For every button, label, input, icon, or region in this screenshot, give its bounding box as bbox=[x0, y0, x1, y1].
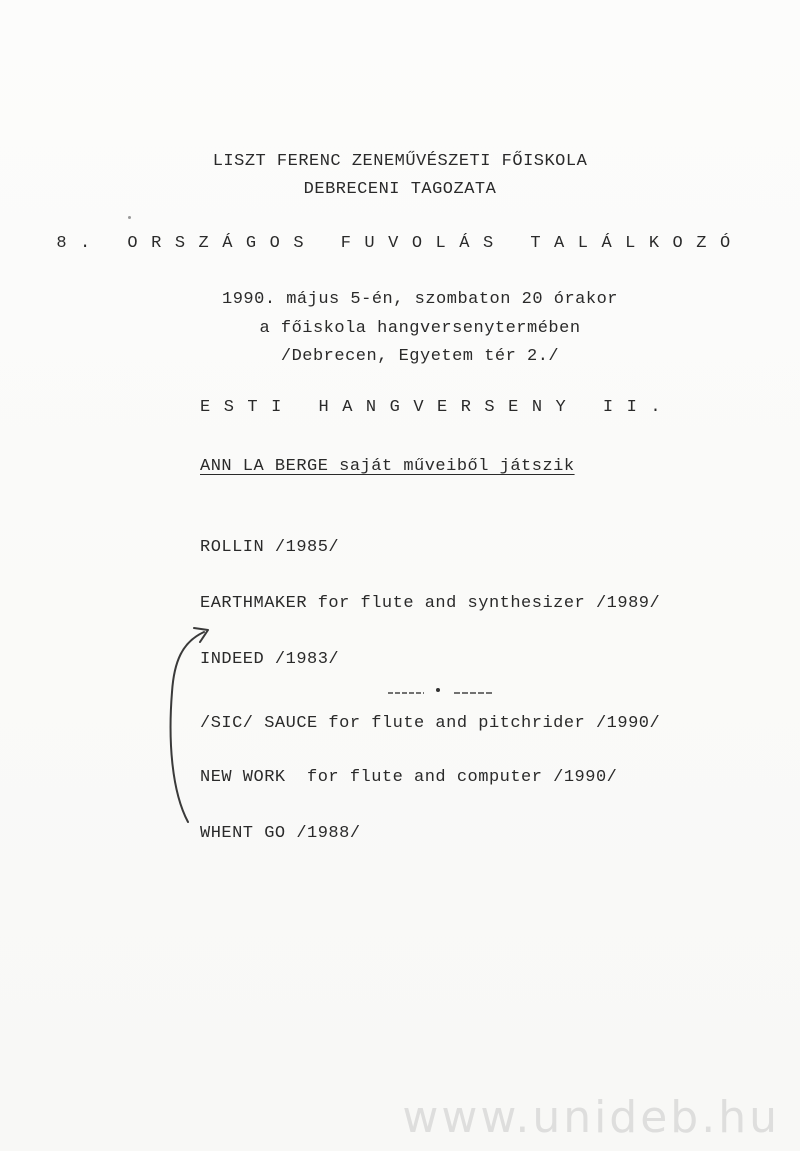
program-item: INDEED /1983/ bbox=[200, 650, 340, 669]
event-venue: a főiskola hangversenytermében bbox=[259, 319, 581, 338]
margin-mark bbox=[128, 216, 131, 219]
program-item: WHENT GO /1988/ bbox=[200, 824, 361, 843]
watermark: www.unideb.hu bbox=[402, 1092, 780, 1143]
program-item: EARTHMAKER for flute and synthesizer /1989/ bbox=[200, 594, 661, 613]
separator-dashes bbox=[388, 688, 494, 696]
institution-department: DEBRECENI TAGOZATA bbox=[303, 180, 497, 199]
program-item: NEW WORK for flute and computer /1990/ bbox=[200, 768, 618, 787]
handwritten-arrow-icon bbox=[160, 622, 220, 832]
concert-title: ESTI HANGVERSENY II. bbox=[200, 398, 675, 417]
institution-name: LISZT FERENC ZENEMŰVÉSZETI FŐISKOLA bbox=[212, 152, 588, 171]
event-date: 1990. május 5-én, szombaton 20 órakor bbox=[222, 290, 618, 309]
event-address: /Debrecen, Egyetem tér 2./ bbox=[280, 347, 560, 366]
event-title: 8. ORSZÁGOS FUVOLÁS TALÁLKOZÓ bbox=[56, 234, 744, 253]
performer-line: ANN LA BERGE saját műveiből játszik bbox=[200, 457, 575, 476]
program-item: /SIC/ SAUCE for flute and pitchrider /1990/ bbox=[200, 714, 661, 733]
program-item: ROLLIN /1985/ bbox=[200, 538, 340, 557]
